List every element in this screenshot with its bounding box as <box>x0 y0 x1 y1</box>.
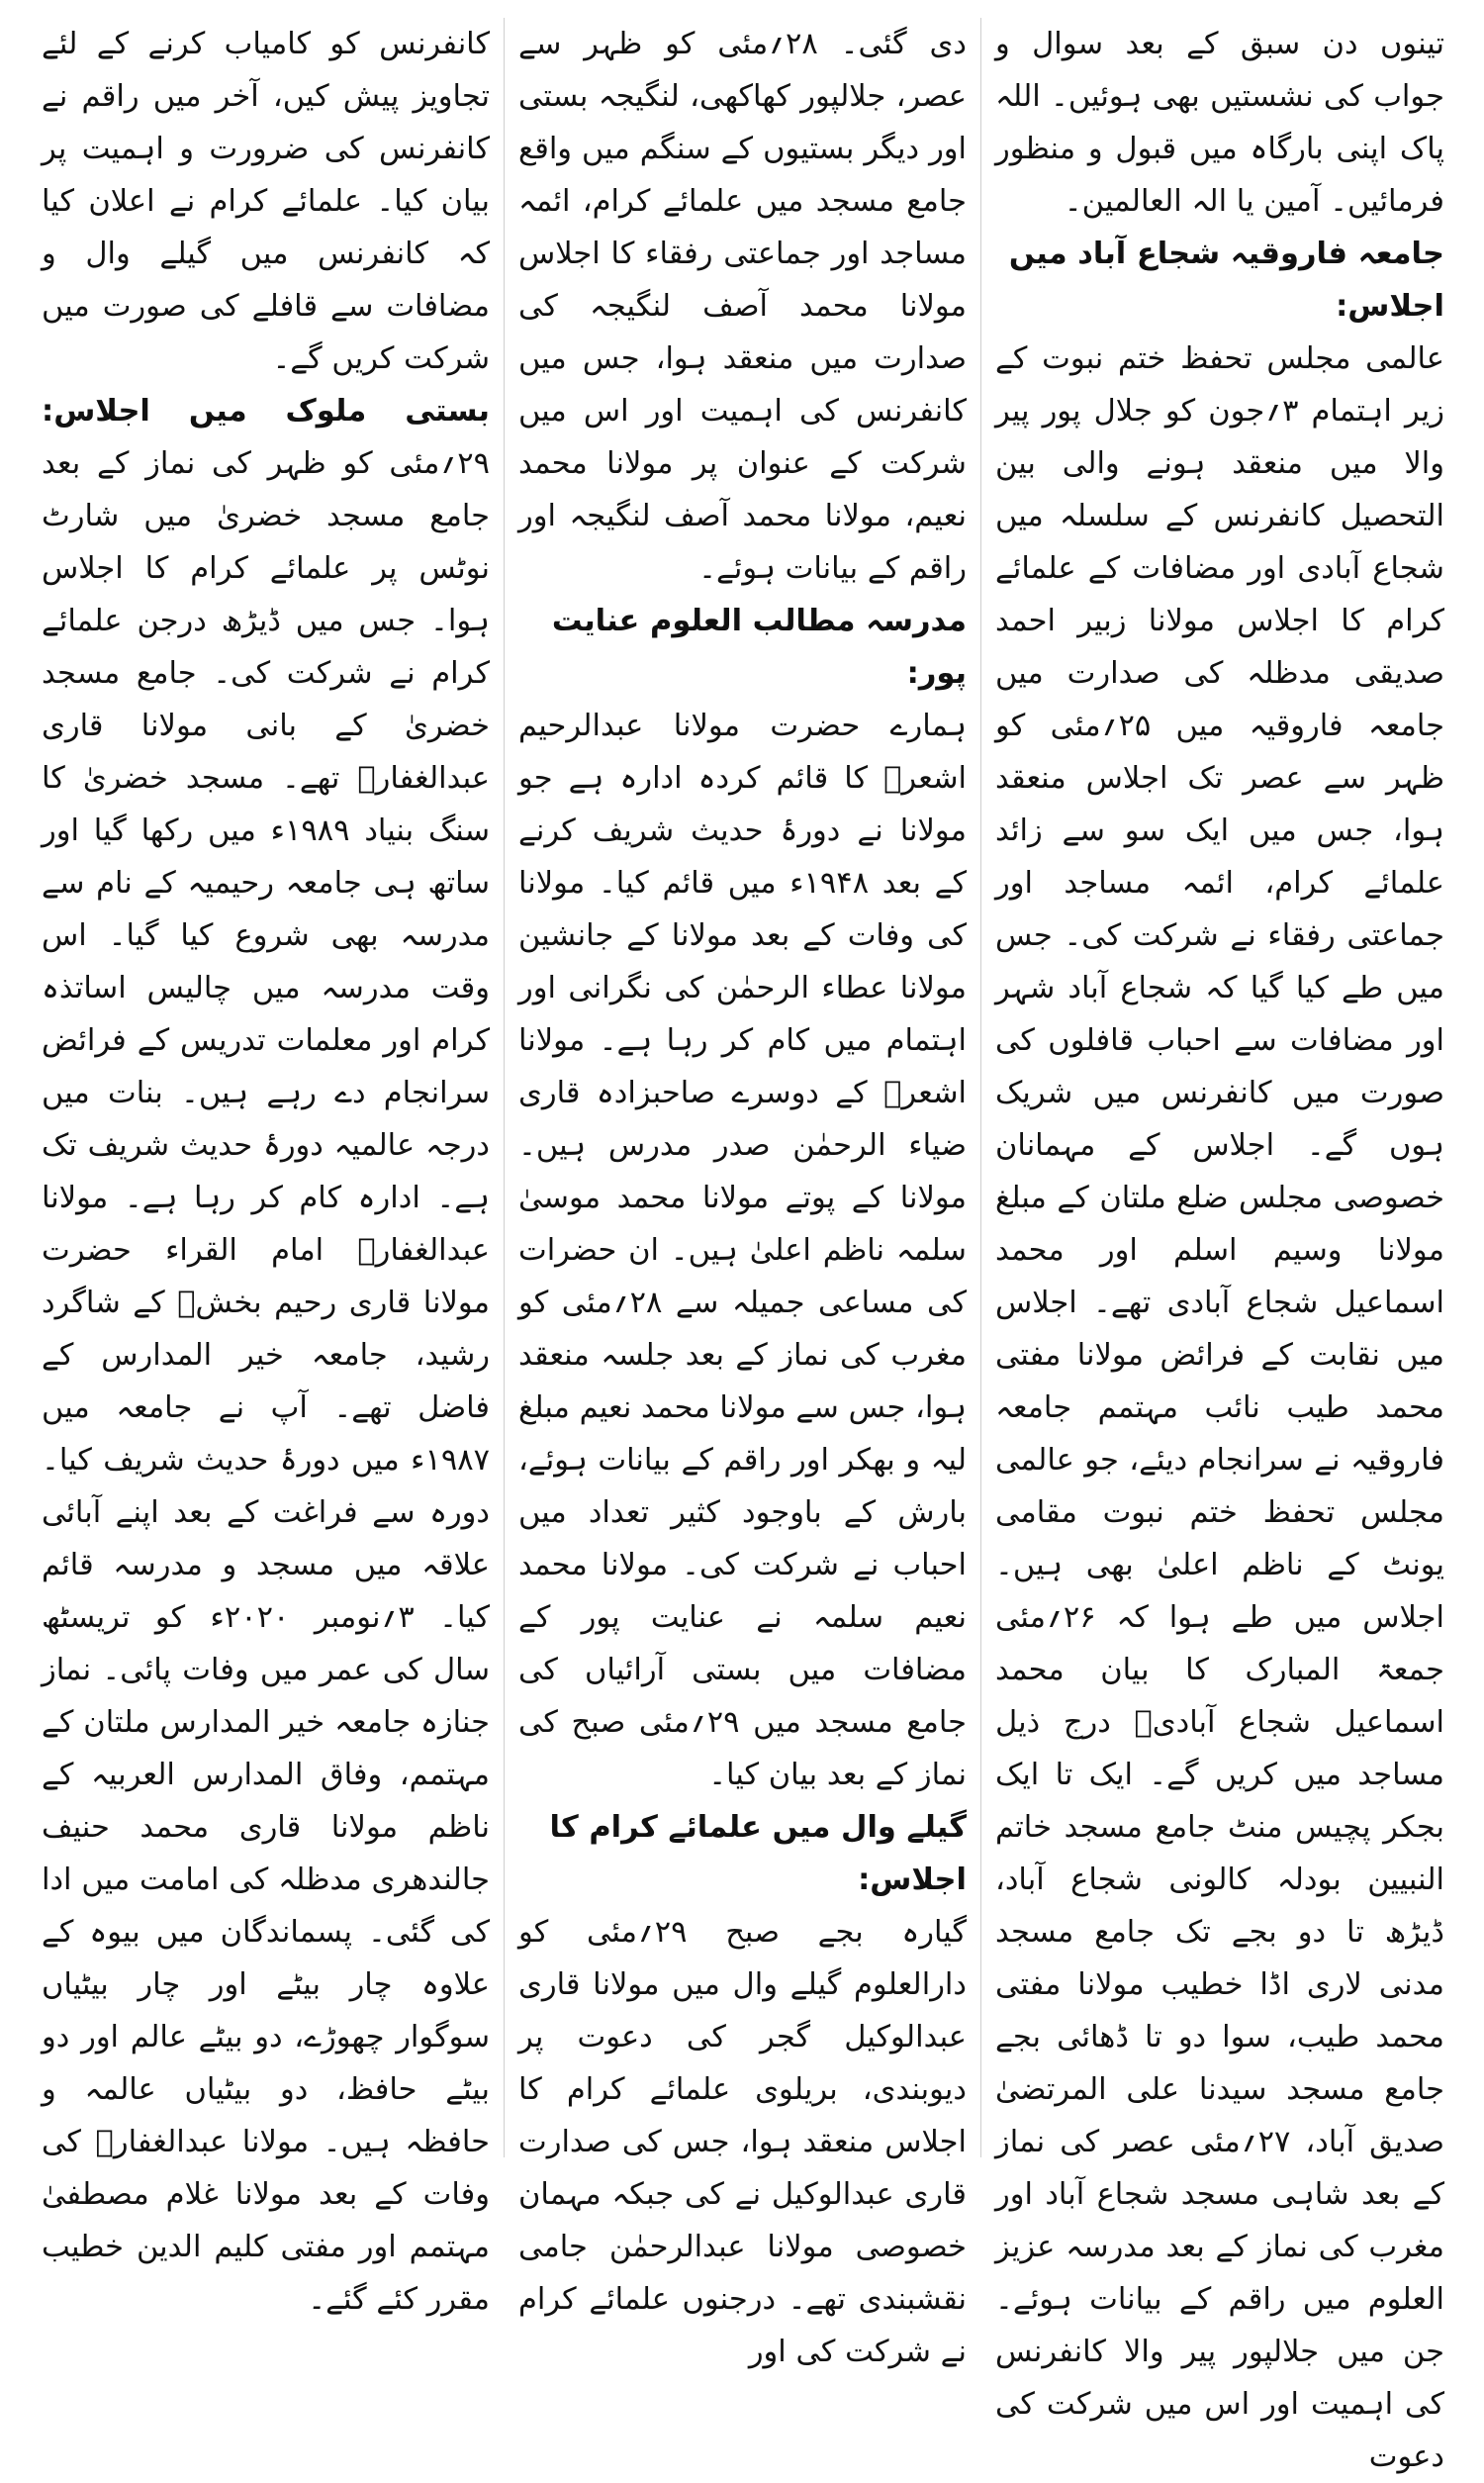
paragraph: عالمی مجلس تحفظ ختم نبوت کے زیر اہتمام ۳؍جون کو جلال پور پیر والا میں منعقد ہونے والی بین التحصیل کانفرنس کے سلسلہ میں شجاع آبادی اور مضافات کے علمائے کرام کا اجلاس مولانا زبیر احمد صدیقی مدظلہ کی صدارت میں جامعہ فاروقیہ میں ۲۵؍مئی کو ظہر سے عصر تک اجلاس منعقد ہوا، جس میں ایک سو سے زائد علمائے کرام، ائمہ مساجد اور جماعتی رفقاء نے شرکت کی۔ جس میں طے کیا گیا کہ شجاع آباد شہر اور مضافات سے احباب قافلوں کی صورت میں کانفرنس میں شریک ہوں گے۔ اجلاس کے مہمانان خصوصی مجلس ضلع ملتان کے مبلغ مولانا وسیم اسلم اور محمد اسماعیل شجاع آبادی تھے۔ اجلاس میں نقابت کے فرائض مولانا مفتی محمد طیب نائب مہتمم جامعہ فاروقیہ نے سرانجام دیئے، جو عالمی مجلس تحفظ ختم نبوت مقامی یونٹ کے ناظم اعلیٰ بھی ہیں۔ اجلاس میں طے ہوا کہ ۲۶؍مئی جمعۃ المبارک کا بیان محمد اسماعیل شجاع آبادیؒ درج ذیل مساجد میں کریں گے۔ ایک تا ایک بجکر پچیس منٹ جامع مسجد خاتم النبیین بودلہ کالونی شجاع آباد، ڈیڑھ تا دو بجے تک جامع مسجد مدنی لاری اڈا خطیب مولانا مفتی محمد طیب، سوا دو تا ڈھائی بجے جامع مسجد سیدنا علی المرتضیٰ صدیق آباد، ۲۷؍مئی عصر کی نماز کے بعد شاہی مسجد شجاع آباد اور مغرب کی نماز کے بعد مدرسہ عزیز العلوم میں راقم کے بیانات ہوئے۔ جن میں جلالپور پیر والا کانفرنس کی اہمیت اور اس میں شرکت کی دعوت <box>995 341 1445 2474</box>
section-heading: جامعہ فاروقیہ شجاع آباد میں اجلاس: <box>1008 237 1444 324</box>
column-right <box>981 18 1458 2474</box>
paragraph-body: ۲۹؍مئی کو ظہر کی نماز کے بعد جامع مسجد خضریٰ میں شارٹ نوٹس پر علمائے کرام کا اجلاس ہوا۔ جس میں ڈیڑھ درجن علمائے کرام نے شرکت کی۔ جامع مسجد خضریٰ کے بانی مولانا قاری عبدالغفارؒ تھے۔ مسجد خضریٰ کا سنگ بنیاد ۱۹۸۹ء میں رکھا گیا اور ساتھ ہی جامعہ رحیمیہ کے نام سے مدرسہ بھی شروع کیا گیا۔ اس وقت مدرسہ میں چالیس اساتذہ کرام اور معلمات تدریس کے فرائض سرانجام دے رہے ہیں۔ بنات میں درجہ عالمیہ دورۂ حدیث شریف تک ہے۔ ادارہ کام کر رہا ہے۔ مولانا عبدالغفارؒ امام القراء حضرت مولانا قاری رحیم بخشؒ کے شاگرد رشید، جامعہ خیر المدارس کے فاضل تھے۔ آپ نے جامعہ میں ۱۹۸۷ء میں دورۂ حدیث شریف کیا۔ دورہ سے فراغت کے بعد اپنے آبائی علاقہ میں مسجد و مدرسہ قائم کیا۔ ۳؍نومبر ۲۰۲۰ء کو تریسٹھ سال کی عمر میں وفات پائی۔ نماز جنازہ جامعہ خیر المدارس ملتان کے مہتمم، وفاق المدارس العربیہ کے ناظم مولانا قاری محمد حنیف جالندھری مدظلہ کی امامت میں ادا کی گئی۔ پسماندگان میں بیوہ کے علاوہ چار بیٹے اور چار بیٹیاں سوگوار چھوڑے، دو بیٹے عالم اور دو بیٹے حافظ، دو بیٹیاں عالمہ و حافظہ ہیں۔ مولانا عبدالغفارؒ کی وفات کے بعد مولانا غلام مصطفیٰ مہتمم اور مفتی کلیم الدین خطیب مقرر کئے گئے۔ <box>42 446 491 2317</box>
inline-section-heading: بستی ملوک میں اجلاس: <box>42 394 490 429</box>
column-left <box>28 18 505 2317</box>
paragraph-with-inline-heading <box>42 385 490 2326</box>
paragraph: تینوں دن سبق کے بعد سوال و جواب کی نشستیں بھی ہوئیں۔ اللہ پاک اپنی بارگاہ میں قبول و منظور فرمائیں۔ آمین یا الہ العالمین۔ <box>995 27 1444 219</box>
paragraph: گیارہ بجے صبح ۲۹؍مئی کو دارالعلوم گیلے وال میں مولانا قاری عبدالوکیل گجر کی دعوت پر دیوبندی، بریلوی علمائے کرام کا اجلاس منعقد ہوا، جس کی صدارت قاری عبدالوکیل نے کی جبکہ مہمان خصوصی مولانا عبدالرحمٰن جامی نقشبندی تھے۔ درجنوں علمائے کرام نے شرکت کی اور <box>518 1915 967 2369</box>
column-middle <box>505 18 981 2369</box>
section-heading: گیلے وال میں علمائے کرام کا اجلاس: <box>549 1810 967 1897</box>
paragraph: ہمارے حضرت مولانا عبدالرحیم اشعرؒ کا قائم کردہ ادارہ ہے جو مولانا نے دورۂ حدیث شریف کرنے کے بعد ۱۹۴۸ء میں قائم کیا۔ مولانا کی وفات کے بعد مولانا کے جانشین مولانا عطاء الرحمٰن کی نگرانی اور اہتمام میں کام کر رہا ہے۔ مولانا اشعرؒ کے دوسرے صاحبزادہ قاری ضیاء الرحمٰن صدر مدرس ہیں۔ مولانا کے پوتے مولانا محمد موسیٰ سلمہ ناظم اعلیٰ ہیں۔ ان حضرات کی مساعی جمیلہ سے ۲۸؍مئی کو مغرب کی نماز کے بعد جلسہ منعقد ہوا، جس سے مولانا محمد نعیم مبلغ لیہ و بھکر اور راقم کے بیانات ہوئے، بارش کے باوجود کثیر تعداد میں احباب نے شرکت کی۔ مولانا محمد نعیم سلمہ نے عنایت پور کے مضافات میں بستی آرائیاں کی جامع مسجد میں ۲۹؍مئی صبح کی نماز کے بعد بیان کیا۔ <box>518 709 967 1792</box>
paragraph: دی گئی۔ ۲۸؍مئی کو ظہر سے عصر، جلالپور کھاکھی، لنگیجہ بستی اور دیگر بستیوں کے سنگم میں واقع جامع مسجد میں علمائے کرام، ائمہ مساجد اور جماعتی رفقاء کا اجلاس مولانا محمد آصف لنگیجہ کی صدارت میں منعقد ہوا، جس میں کانفرنس کی اہمیت اور اس میں شرکت کے عنوان پر مولانا محمد نعیم، مولانا محمد آصف لنگیجہ اور راقم کے بیانات ہوئے۔ <box>518 27 967 586</box>
paragraph: کانفرنس کو کامیاب کرنے کے لئے تجاویز پیش کیں، آخر میں راقم نے کانفرنس کی ضرورت و اہمیت پر بیان کیا۔ علمائے کرام نے اعلان کیا کہ کانفرنس میں گیلے وال و مضافات سے قافلے کی صورت میں شرکت کریں گے۔ <box>42 27 490 376</box>
section-heading: مدرسہ مطالب العلوم عنایت پور: <box>551 604 967 691</box>
